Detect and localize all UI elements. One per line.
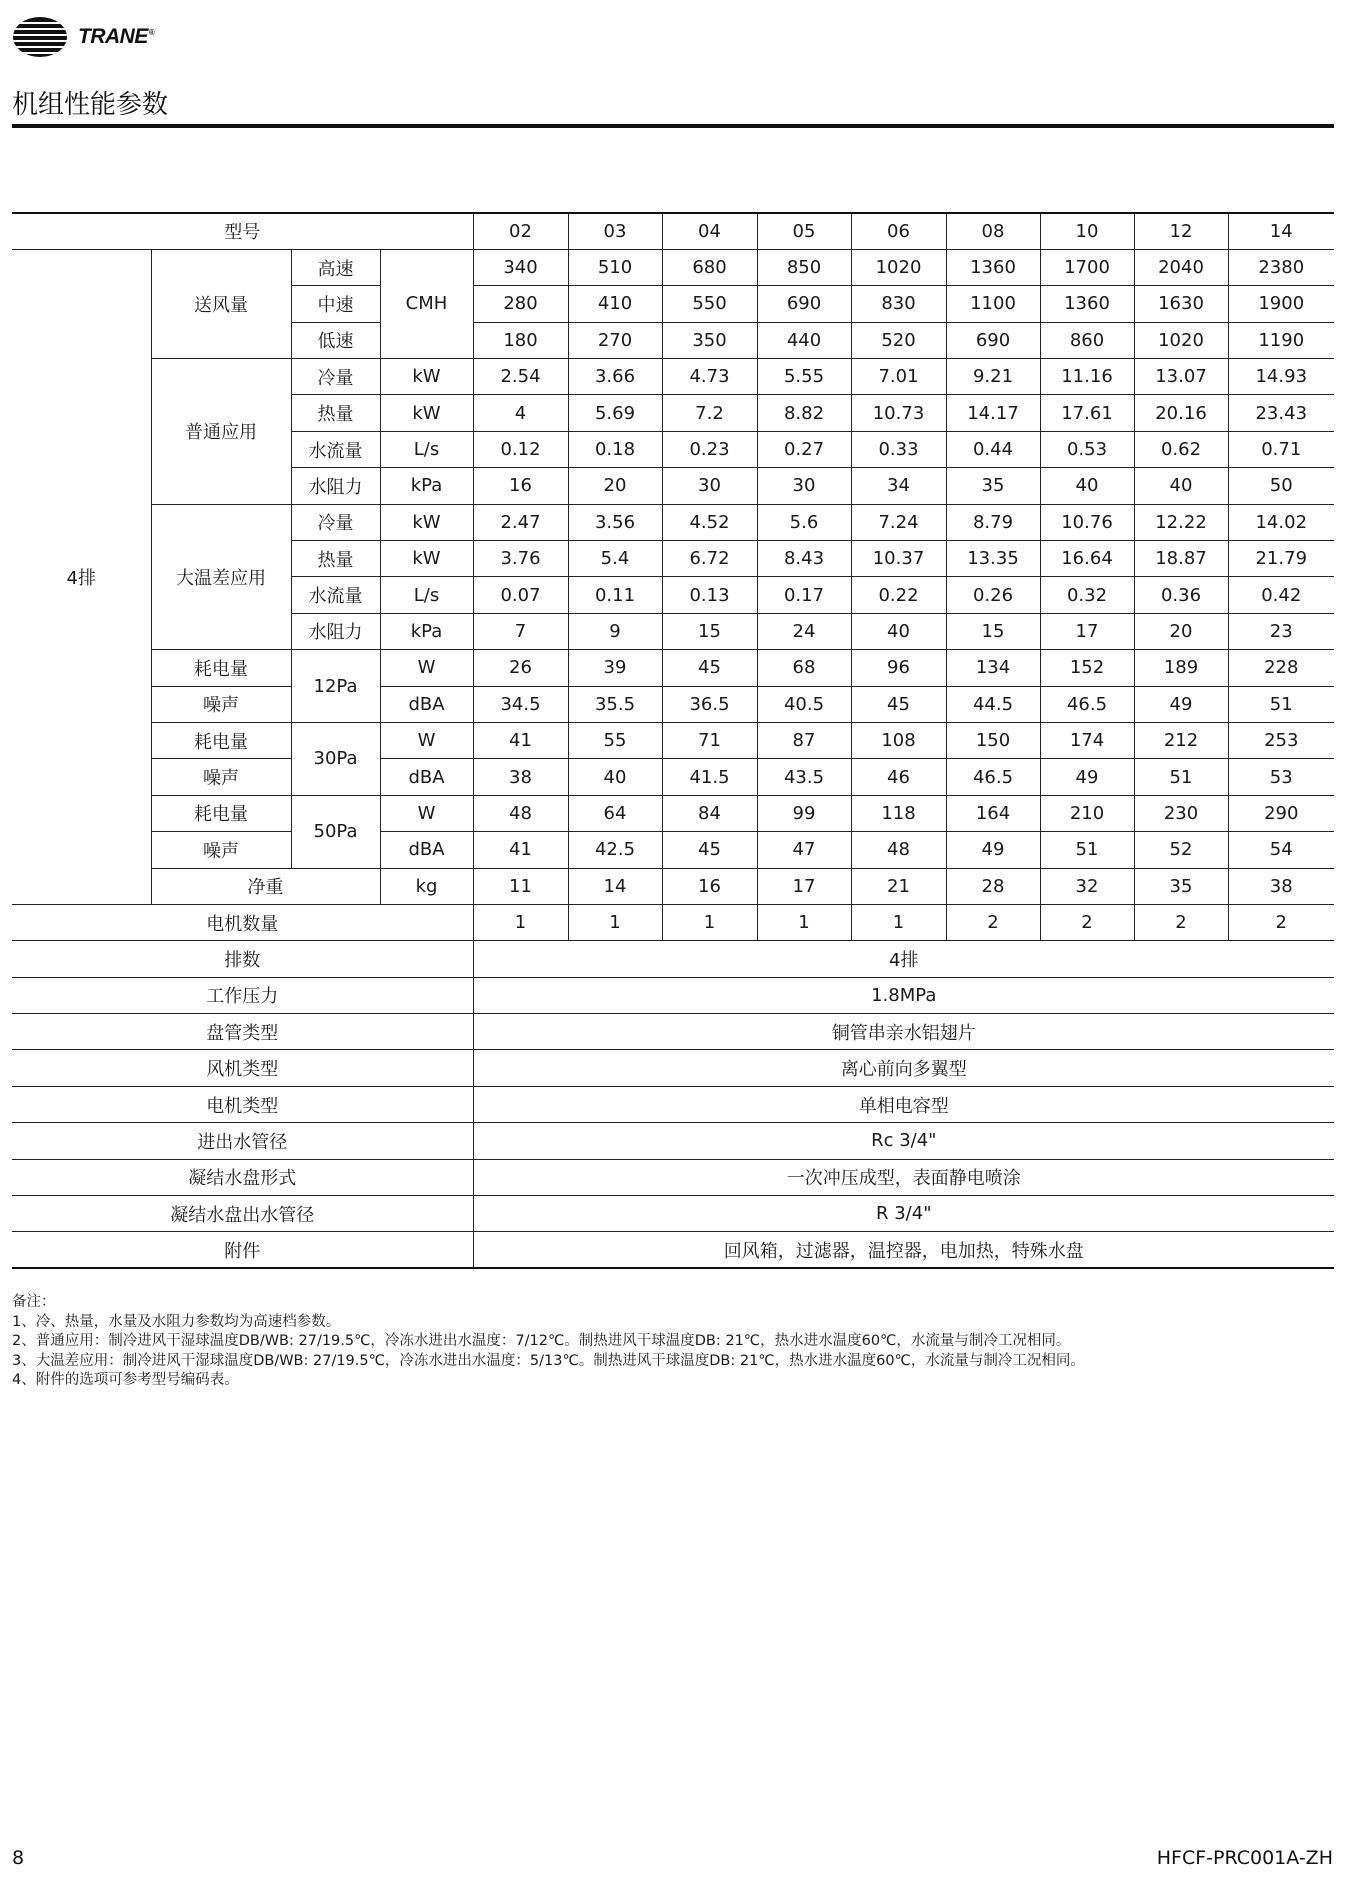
value-cell: 47 (757, 832, 851, 868)
value-cell: 11.16 (1040, 359, 1134, 395)
value-cell: 150 (946, 722, 1040, 758)
value-cell: 46.5 (1040, 686, 1134, 722)
model-header: 10 (1040, 213, 1134, 249)
value-cell: 1100 (946, 286, 1040, 322)
spec-value: 回风箱，过滤器，温控器，电加热，特殊水盘 (473, 1232, 1334, 1268)
value-cell: 34.5 (473, 686, 568, 722)
param-label: 水阻力 (291, 613, 380, 649)
note-line: 备注： (12, 1294, 56, 1310)
unit-cell: W (380, 795, 473, 831)
table-row (12, 359, 1334, 395)
model-header: 12 (1134, 213, 1228, 249)
spec-label: 凝结水盘出水管径 (12, 1196, 473, 1232)
value-cell: 0.53 (1040, 431, 1134, 467)
unit-cell: kW (380, 359, 473, 395)
value-cell: 20 (1134, 613, 1228, 649)
value-cell: 52 (1134, 832, 1228, 868)
value-cell: 3.66 (568, 359, 662, 395)
param-label: 冷量 (291, 504, 380, 540)
value-cell: 40 (851, 613, 946, 649)
value-cell: 49 (1134, 686, 1228, 722)
unit-cell: W (380, 650, 473, 686)
value-cell: 1360 (1040, 286, 1134, 322)
value-cell: 39 (568, 650, 662, 686)
value-cell: 16.64 (1040, 541, 1134, 577)
table-row (12, 977, 1334, 1013)
value-cell: 16 (662, 868, 757, 904)
value-cell: 340 (473, 249, 568, 285)
value-cell: 180 (473, 322, 568, 358)
table-row (12, 795, 1334, 831)
value-cell: 14.93 (1228, 359, 1334, 395)
value-cell: 7.01 (851, 359, 946, 395)
spec-label: 工作压力 (12, 977, 473, 1013)
value-cell: 87 (757, 722, 851, 758)
value-cell: 189 (1134, 650, 1228, 686)
value-cell: 28 (946, 868, 1040, 904)
model-header: 05 (757, 213, 851, 249)
page-title: 机组性能参数 (12, 90, 169, 120)
model-header: 04 (662, 213, 757, 249)
value-cell: 13.07 (1134, 359, 1228, 395)
value-cell: 2 (1040, 904, 1134, 940)
value-cell: 212 (1134, 722, 1228, 758)
value-cell: 35 (946, 468, 1040, 504)
value-cell: 4.73 (662, 359, 757, 395)
notes (12, 1293, 1085, 1391)
value-cell: 49 (946, 832, 1040, 868)
value-cell: 10.73 (851, 395, 946, 431)
value-cell: 46 (851, 759, 946, 795)
spec-value: 离心前向多翼型 (473, 1050, 1334, 1086)
value-cell: 1700 (1040, 249, 1134, 285)
value-cell: 68 (757, 650, 851, 686)
value-cell: 41.5 (662, 759, 757, 795)
value-cell: 228 (1228, 650, 1334, 686)
table-row (12, 832, 1334, 868)
value-cell: 0.11 (568, 577, 662, 613)
spec-value: R 3/4" (473, 1196, 1334, 1232)
value-cell: 2040 (1134, 249, 1228, 285)
motor-count-label: 电机数量 (12, 904, 473, 940)
value-cell: 0.33 (851, 431, 946, 467)
spec-label: 风机类型 (12, 1050, 473, 1086)
value-cell: 51 (1228, 686, 1334, 722)
table-row (12, 759, 1334, 795)
value-cell: 20 (568, 468, 662, 504)
power-label: 耗电量 (151, 722, 291, 758)
spec-value: Rc 3/4" (473, 1123, 1334, 1159)
value-cell: 14.17 (946, 395, 1040, 431)
value-cell: 510 (568, 249, 662, 285)
table-row (12, 1123, 1334, 1159)
spec-label: 电机类型 (12, 1086, 473, 1122)
value-cell: 1360 (946, 249, 1040, 285)
value-cell: 16 (473, 468, 568, 504)
value-cell: 23.43 (1228, 395, 1334, 431)
value-cell: 690 (757, 286, 851, 322)
spec-value: 单相电容型 (473, 1086, 1334, 1122)
value-cell: 0.27 (757, 431, 851, 467)
value-cell: 48 (851, 832, 946, 868)
unit-cell: kW (380, 504, 473, 540)
value-cell: 0.18 (568, 431, 662, 467)
unit-cell: kW (380, 541, 473, 577)
value-cell: 35 (1134, 868, 1228, 904)
value-cell: 1020 (1134, 322, 1228, 358)
param-label: 水流量 (291, 431, 380, 467)
param-label: 热量 (291, 541, 380, 577)
value-cell: 18.87 (1134, 541, 1228, 577)
value-cell: 174 (1040, 722, 1134, 758)
value-cell: 6.72 (662, 541, 757, 577)
model-label: 型号 (12, 213, 473, 249)
value-cell: 134 (946, 650, 1040, 686)
value-cell: 17 (757, 868, 851, 904)
value-cell: 410 (568, 286, 662, 322)
value-cell: 350 (662, 322, 757, 358)
value-cell: 280 (473, 286, 568, 322)
value-cell: 0.71 (1228, 431, 1334, 467)
value-cell: 5.55 (757, 359, 851, 395)
value-cell: 14.02 (1228, 504, 1334, 540)
spec-label: 进出水管径 (12, 1123, 473, 1159)
value-cell: 5.4 (568, 541, 662, 577)
value-cell: 9 (568, 613, 662, 649)
value-cell: 0.42 (1228, 577, 1334, 613)
value-cell: 7 (473, 613, 568, 649)
spec-label: 附件 (12, 1232, 473, 1268)
value-cell: 40.5 (757, 686, 851, 722)
value-cell: 15 (946, 613, 1040, 649)
model-header: 03 (568, 213, 662, 249)
unit-cell: kPa (380, 613, 473, 649)
value-cell: 0.36 (1134, 577, 1228, 613)
value-cell: 2 (946, 904, 1040, 940)
value-cell: 41 (473, 722, 568, 758)
param-label: 热量 (291, 395, 380, 431)
speed-label: 中速 (291, 286, 380, 322)
value-cell: 1 (473, 904, 568, 940)
table-row (12, 1086, 1334, 1122)
unit-cell: dBA (380, 759, 473, 795)
value-cell: 46.5 (946, 759, 1040, 795)
value-cell: 1 (851, 904, 946, 940)
table-row (12, 1014, 1334, 1050)
value-cell: 0.23 (662, 431, 757, 467)
model-header: 02 (473, 213, 568, 249)
value-cell: 36.5 (662, 686, 757, 722)
value-cell: 5.6 (757, 504, 851, 540)
large_dt-label: 大温差应用 (151, 504, 291, 650)
unit-cell: CMH (380, 249, 473, 358)
unit-cell: kPa (380, 468, 473, 504)
value-cell: 10.76 (1040, 504, 1134, 540)
value-cell: 2 (1228, 904, 1334, 940)
spec-label: 排数 (12, 941, 473, 977)
value-cell: 17 (1040, 613, 1134, 649)
value-cell: 2 (1134, 904, 1228, 940)
unit-cell: L/s (380, 431, 473, 467)
value-cell: 152 (1040, 650, 1134, 686)
model-header: 14 (1228, 213, 1334, 249)
value-cell: 35.5 (568, 686, 662, 722)
value-cell: 108 (851, 722, 946, 758)
value-cell: 44.5 (946, 686, 1040, 722)
airflow-label: 送风量 (151, 249, 291, 358)
value-cell: 0.32 (1040, 577, 1134, 613)
value-cell: 40 (568, 759, 662, 795)
value-cell: 26 (473, 650, 568, 686)
value-cell: 1190 (1228, 322, 1334, 358)
table-row (12, 941, 1334, 977)
pressure-label: 12Pa (291, 650, 380, 723)
value-cell: 164 (946, 795, 1040, 831)
value-cell: 2.47 (473, 504, 568, 540)
unit-cell: dBA (380, 686, 473, 722)
power-label: 耗电量 (151, 795, 291, 831)
value-cell: 51 (1134, 759, 1228, 795)
unit-cell: L/s (380, 577, 473, 613)
table-row (12, 249, 1334, 285)
value-cell: 0.62 (1134, 431, 1228, 467)
value-cell: 49 (1040, 759, 1134, 795)
table-row (12, 1232, 1334, 1268)
unit-cell: kW (380, 395, 473, 431)
value-cell: 34 (851, 468, 946, 504)
value-cell: 40 (1134, 468, 1228, 504)
value-cell: 45 (662, 650, 757, 686)
value-cell: 15 (662, 613, 757, 649)
value-cell: 54 (1228, 832, 1334, 868)
header (12, 12, 154, 62)
note-line: 3、大温差应用：制冷进风干湿球温度DB/WB: 27/19.5℃，冷冻水进出水温度：5/13℃。制热进风干球温度DB: 21℃，热水进水温度60℃，水流量与制冷工况相同。 (12, 1352, 1085, 1369)
page-number: 8 (12, 1847, 25, 1869)
value-cell: 50 (1228, 468, 1334, 504)
doc-code: HFCF-PRC001A-ZH (1156, 1847, 1333, 1869)
value-cell: 0.26 (946, 577, 1040, 613)
table-row (12, 868, 1334, 904)
value-cell: 20.16 (1134, 395, 1228, 431)
spec-value: 一次冲压成型，表面静电喷涂 (473, 1159, 1334, 1195)
param-label: 水阻力 (291, 468, 380, 504)
value-cell: 1 (662, 904, 757, 940)
value-cell: 23 (1228, 613, 1334, 649)
value-cell: 2380 (1228, 249, 1334, 285)
value-cell: 84 (662, 795, 757, 831)
value-cell: 9.21 (946, 359, 1040, 395)
value-cell: 8.82 (757, 395, 851, 431)
table-row (12, 1159, 1334, 1195)
table-row (12, 504, 1334, 540)
power-label: 耗电量 (151, 650, 291, 686)
value-cell: 38 (473, 759, 568, 795)
value-cell: 8.43 (757, 541, 851, 577)
value-cell: 550 (662, 286, 757, 322)
table-row (12, 1196, 1334, 1232)
note-line: 1、冷、热量，水量及水阻力参数均为高速档参数。 (12, 1313, 341, 1330)
noise-label: 噪声 (151, 832, 291, 868)
value-cell: 30 (662, 468, 757, 504)
brand-name: TRANE® (78, 25, 155, 48)
table-row (12, 650, 1334, 686)
value-cell: 64 (568, 795, 662, 831)
note-line: 4、附件的选项可参考型号编码表。 (12, 1372, 239, 1388)
noise-label: 噪声 (151, 759, 291, 795)
value-cell: 14 (568, 868, 662, 904)
value-cell: 270 (568, 322, 662, 358)
row-group-label: 4排 (12, 249, 151, 904)
value-cell: 21 (851, 868, 946, 904)
net-weight-label: 净重 (151, 868, 380, 904)
value-cell: 3.76 (473, 541, 568, 577)
value-cell: 830 (851, 286, 946, 322)
value-cell: 1 (568, 904, 662, 940)
value-cell: 13.35 (946, 541, 1040, 577)
value-cell: 1020 (851, 249, 946, 285)
value-cell: 17.61 (1040, 395, 1134, 431)
performance-table (12, 212, 1334, 1269)
value-cell: 0.44 (946, 431, 1040, 467)
value-cell: 41 (473, 832, 568, 868)
spec-label: 凝结水盘形式 (12, 1159, 473, 1195)
value-cell: 860 (1040, 322, 1134, 358)
value-cell: 290 (1228, 795, 1334, 831)
value-cell: 4 (473, 395, 568, 431)
value-cell: 32 (1040, 868, 1134, 904)
title-divider (12, 124, 1334, 128)
value-cell: 24 (757, 613, 851, 649)
value-cell: 0.22 (851, 577, 946, 613)
model-header: 06 (851, 213, 946, 249)
value-cell: 53 (1228, 759, 1334, 795)
value-cell: 7.24 (851, 504, 946, 540)
value-cell: 43.5 (757, 759, 851, 795)
table-row (12, 1050, 1334, 1086)
value-cell: 38 (1228, 868, 1334, 904)
spec-value: 4排 (473, 941, 1334, 977)
table-row (12, 686, 1334, 722)
pressure-label: 50Pa (291, 795, 380, 868)
value-cell: 0.17 (757, 577, 851, 613)
value-cell: 680 (662, 249, 757, 285)
value-cell: 45 (851, 686, 946, 722)
pressure-label: 30Pa (291, 722, 380, 795)
value-cell: 0.07 (473, 577, 568, 613)
value-cell: 850 (757, 249, 851, 285)
noise-label: 噪声 (151, 686, 291, 722)
value-cell: 21.79 (1228, 541, 1334, 577)
unit-cell: W (380, 722, 473, 758)
model-header: 08 (946, 213, 1040, 249)
value-cell: 690 (946, 322, 1040, 358)
value-cell: 0.12 (473, 431, 568, 467)
speed-label: 低速 (291, 322, 380, 358)
normal-label: 普通应用 (151, 359, 291, 505)
trane-logo-icon (12, 16, 68, 58)
value-cell: 71 (662, 722, 757, 758)
value-cell: 1900 (1228, 286, 1334, 322)
speed-label: 高速 (291, 249, 380, 285)
value-cell: 10.37 (851, 541, 946, 577)
value-cell: 8.79 (946, 504, 1040, 540)
value-cell: 99 (757, 795, 851, 831)
value-cell: 440 (757, 322, 851, 358)
value-cell: 11 (473, 868, 568, 904)
spec-value: 1.8MPa (473, 977, 1334, 1013)
value-cell: 42.5 (568, 832, 662, 868)
param-label: 冷量 (291, 359, 380, 395)
value-cell: 118 (851, 795, 946, 831)
unit-cell: dBA (380, 832, 473, 868)
value-cell: 55 (568, 722, 662, 758)
value-cell: 1630 (1134, 286, 1228, 322)
value-cell: 45 (662, 832, 757, 868)
table-row (12, 722, 1334, 758)
value-cell: 30 (757, 468, 851, 504)
value-cell: 253 (1228, 722, 1334, 758)
value-cell: 3.56 (568, 504, 662, 540)
spec-label: 盘管类型 (12, 1014, 473, 1050)
spec-value: 铜管串亲水铝翅片 (473, 1014, 1334, 1050)
value-cell: 2.54 (473, 359, 568, 395)
param-label: 水流量 (291, 577, 380, 613)
table-row (12, 904, 1334, 940)
value-cell: 210 (1040, 795, 1134, 831)
value-cell: 230 (1134, 795, 1228, 831)
value-cell: 12.22 (1134, 504, 1228, 540)
value-cell: 40 (1040, 468, 1134, 504)
value-cell: 0.13 (662, 577, 757, 613)
value-cell: 7.2 (662, 395, 757, 431)
value-cell: 4.52 (662, 504, 757, 540)
table-row (12, 213, 1334, 249)
note-line: 2、普通应用：制冷进风干湿球温度DB/WB: 27/19.5℃，冷冻水进出水温度：7/12℃。制热进风干球温度DB: 21℃，热水进水温度60℃，水流量与制冷工况相同。 (12, 1333, 1071, 1349)
unit-cell: kg (380, 868, 473, 904)
value-cell: 520 (851, 322, 946, 358)
value-cell: 48 (473, 795, 568, 831)
value-cell: 96 (851, 650, 946, 686)
value-cell: 1 (757, 904, 851, 940)
value-cell: 51 (1040, 832, 1134, 868)
value-cell: 5.69 (568, 395, 662, 431)
